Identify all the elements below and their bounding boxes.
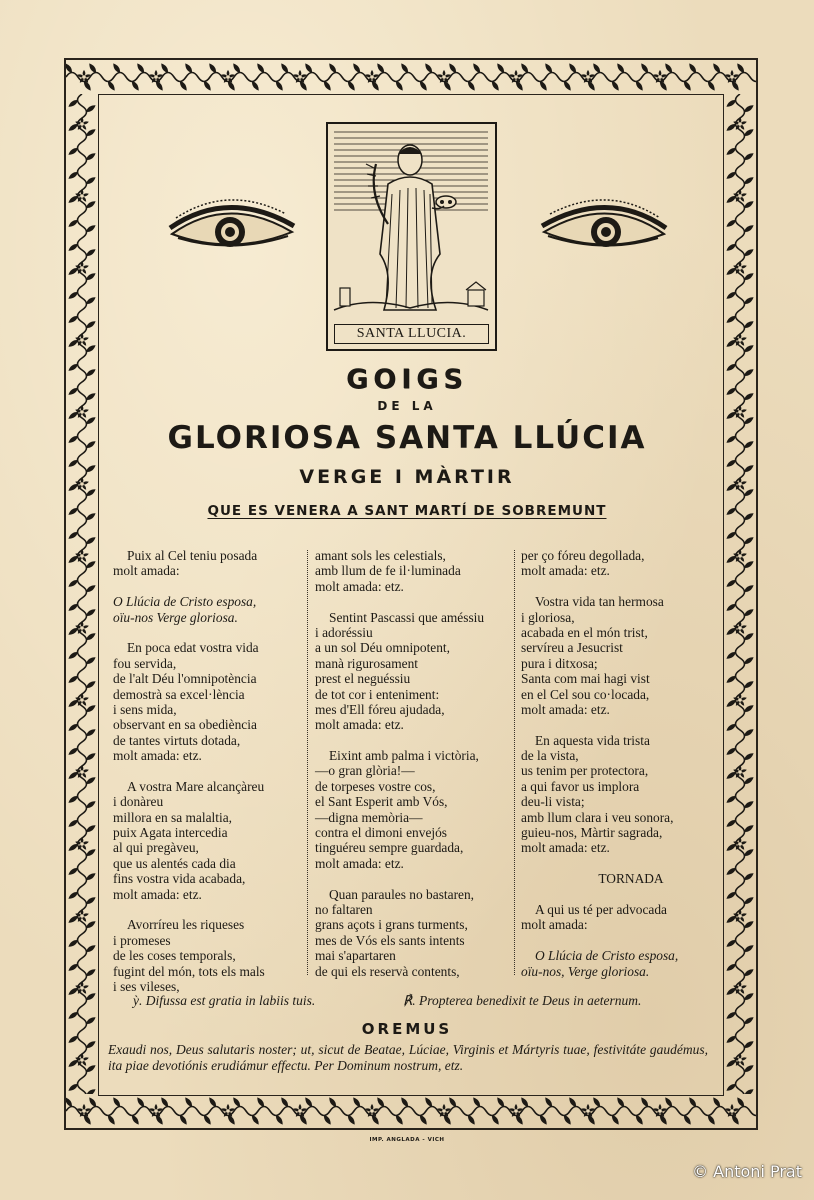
verse-line: acabada en el món trist,: [521, 624, 648, 640]
verse-line: Avorríreu les riqueses: [127, 917, 245, 933]
left-eye-icon: [168, 198, 296, 263]
imprint: IMP. ANGLADA - VICH: [369, 1137, 445, 1143]
verse-line: i gloriosa,: [521, 609, 575, 625]
vine-border-right: [724, 94, 756, 1094]
vine-border-top: [66, 60, 756, 94]
verse-line: molt amada: etz.: [315, 578, 404, 594]
verse-line: mes de Vós els sants intents: [315, 932, 465, 948]
verse-column-3: [521, 548, 721, 979]
verse-line: mes d'Ell fóreu ajudada,: [315, 701, 445, 717]
verse-line: [315, 594, 510, 609]
verse-line: O Llúcia de Cristo esposa,: [535, 948, 679, 964]
verse-line: amant sols les celestials,: [315, 548, 446, 563]
verse-line: molt amada: etz.: [113, 748, 202, 764]
verse-line: prest el neguéssiu: [315, 671, 411, 687]
verse-line: molt amada: etz.: [113, 886, 202, 902]
verse-line: el Sant Esperit amb Vós,: [315, 794, 448, 810]
verse-line: per ço fóreu degollada,: [521, 548, 645, 563]
verse-line: de la vista,: [521, 748, 579, 764]
response: ℟. Propterea benedixit te Deus in aeternum.: [403, 993, 642, 1008]
verse-line: no faltaren: [315, 901, 373, 917]
verse-line: deu-li vista;: [521, 794, 585, 810]
verse-line: contra el dimoni envejós: [315, 825, 448, 841]
verse-line: —digna memòria—: [315, 809, 423, 825]
verse-line: a un sol Déu omnipotent,: [315, 640, 451, 656]
title-goigs: GOIGS: [346, 364, 468, 395]
verse-line: al qui pregàveu,: [113, 840, 199, 856]
venera-line: QUE ES VENERA A SANT MARTÍ DE SOBREMUNT: [207, 503, 607, 519]
verse-line: —o gran glòria!—: [315, 763, 415, 779]
verse-line: Santa com mai hagi vist: [521, 671, 650, 687]
verse-line: amb llum clara i veu sonora,: [521, 809, 674, 825]
saint-image: [326, 122, 497, 351]
verse-line: grans açots i grans turments,: [315, 917, 468, 933]
verse-line: [113, 763, 303, 778]
verse-line: [113, 625, 303, 640]
verse-line: oïu-nos, Verge gloriosa.: [521, 963, 650, 979]
verse-line: i adoréssiu: [315, 624, 373, 640]
verse-line: [521, 717, 721, 732]
verse-line: a qui favor us implora: [521, 778, 640, 794]
verse-line: de torpeses vostre cos,: [315, 778, 436, 794]
verse-line: [521, 933, 721, 948]
verse-line: [315, 871, 510, 886]
verse-line: O Llúcia de Cristo esposa,: [113, 594, 257, 610]
title-de-la: DE LA: [377, 399, 437, 413]
verse-line: molt amada: etz.: [315, 717, 404, 733]
oremus-heading: OREMUS: [361, 1020, 453, 1038]
prayer-text: Exaudi nos, Deus salutaris noster; ut, sicut de Beatae, Lúciae, Virginis et Mártyris tuae, festivitáte gaudémus, ita piae devotiónis erudiámur effectu. Per Dominum nostrum, etz.: [108, 1042, 708, 1073]
verse-line: i donàreu: [113, 794, 164, 810]
verse-column-1: [113, 548, 303, 994]
verse-line: fugint del món, tots els mals: [113, 963, 265, 979]
verse-line: servíreu a Jesucrist: [521, 640, 623, 656]
verse-line: mai s'apartaren: [315, 948, 396, 964]
verse-line: [315, 733, 510, 748]
verse-line: demostrà sa excel·lència: [113, 686, 245, 702]
verse-line: pura i ditxosa;: [521, 655, 598, 671]
right-eye-icon: [540, 198, 668, 263]
copyright-watermark: © Antoni Prat: [692, 1162, 802, 1181]
verse-line: [113, 579, 303, 594]
verse-line: observant en sa obediència: [113, 717, 257, 733]
image-caption: SANTA LLUCIA.: [334, 324, 489, 344]
verse-line: fins vostra vida acabada,: [113, 871, 246, 887]
verse-line: en el Cel sou co·locada,: [521, 686, 650, 702]
verse-line: millora en sa malaltia,: [113, 809, 232, 825]
verse-line: guieu-nos, Màrtir sagrada,: [521, 825, 663, 841]
verse-line: de les coses temporals,: [113, 948, 236, 964]
verse-line: molt amada:: [113, 563, 180, 579]
verse-line: que us alentés cada dia: [113, 855, 236, 871]
verse-line: Eixint amb palma i victòria,: [329, 748, 479, 764]
subtitle: VERGE I MÀRTIR: [299, 466, 515, 488]
column-divider: [514, 550, 515, 975]
verse-line: Quan paraules no bastaren,: [329, 886, 475, 902]
verse-line: amb llum de fe il·luminada: [315, 563, 461, 579]
verse-line: [113, 902, 303, 917]
verse-line: [521, 887, 721, 902]
verse-line: Sentint Pascassi que améssiu: [329, 609, 485, 625]
saint-figure-icon: [328, 124, 495, 324]
verse-line: de qui els reservà contents,: [315, 963, 460, 979]
verse-line: puix Agata intercedia: [113, 825, 228, 841]
verse-line: En poca edat vostra vida: [127, 640, 259, 656]
page-title: GLORIOSA SANTA LLÚCIA: [167, 420, 647, 456]
verse-line: de tot cor i enteniment:: [315, 686, 440, 702]
verse-line: molt amada:: [521, 917, 588, 933]
verse-line: molt amada: etz.: [521, 701, 610, 717]
verse-line: A qui us té per advocada: [535, 901, 668, 917]
verse-line: de tantes virtuts dotada,: [113, 732, 241, 748]
vine-border-left: [66, 94, 98, 1094]
verse-line: oïu-nos Verge gloriosa.: [113, 609, 238, 625]
verse-line: [521, 579, 721, 594]
vine-border-bottom: [66, 1094, 756, 1128]
verse-line: molt amada: etz.: [315, 855, 404, 871]
column-divider: [307, 550, 308, 975]
verse-line: tinguéreu sempre guardada,: [315, 840, 464, 856]
verse-line: de l'alt Déu l'omnipotència: [113, 671, 257, 687]
verse-line: us tenim per protectora,: [521, 763, 649, 779]
verse-line: A vostra Mare alcançàreu: [127, 778, 265, 794]
verse-line: En aquesta vida trista: [535, 732, 650, 748]
verse-column-2: [315, 548, 510, 979]
verse-line: [521, 856, 721, 871]
verse-line: TORNADA: [598, 871, 664, 887]
verse-line: i ses vileses,: [113, 978, 180, 994]
verse-line: i sens mida,: [113, 701, 177, 717]
verse-line: manà rigurosament: [315, 655, 418, 671]
verse-line: i promeses: [113, 932, 171, 948]
verse-line: Puix al Cel teniu posada: [127, 548, 258, 563]
verse-line: Vostra vida tan hermosa: [535, 594, 664, 610]
verse-line: molt amada: etz.: [521, 563, 610, 579]
verse-line: fou servida,: [113, 655, 177, 671]
verse-line: molt amada: etz.: [521, 840, 610, 856]
versicle: ỳ. Difussa est gratia in labiis tuis.: [133, 993, 316, 1008]
